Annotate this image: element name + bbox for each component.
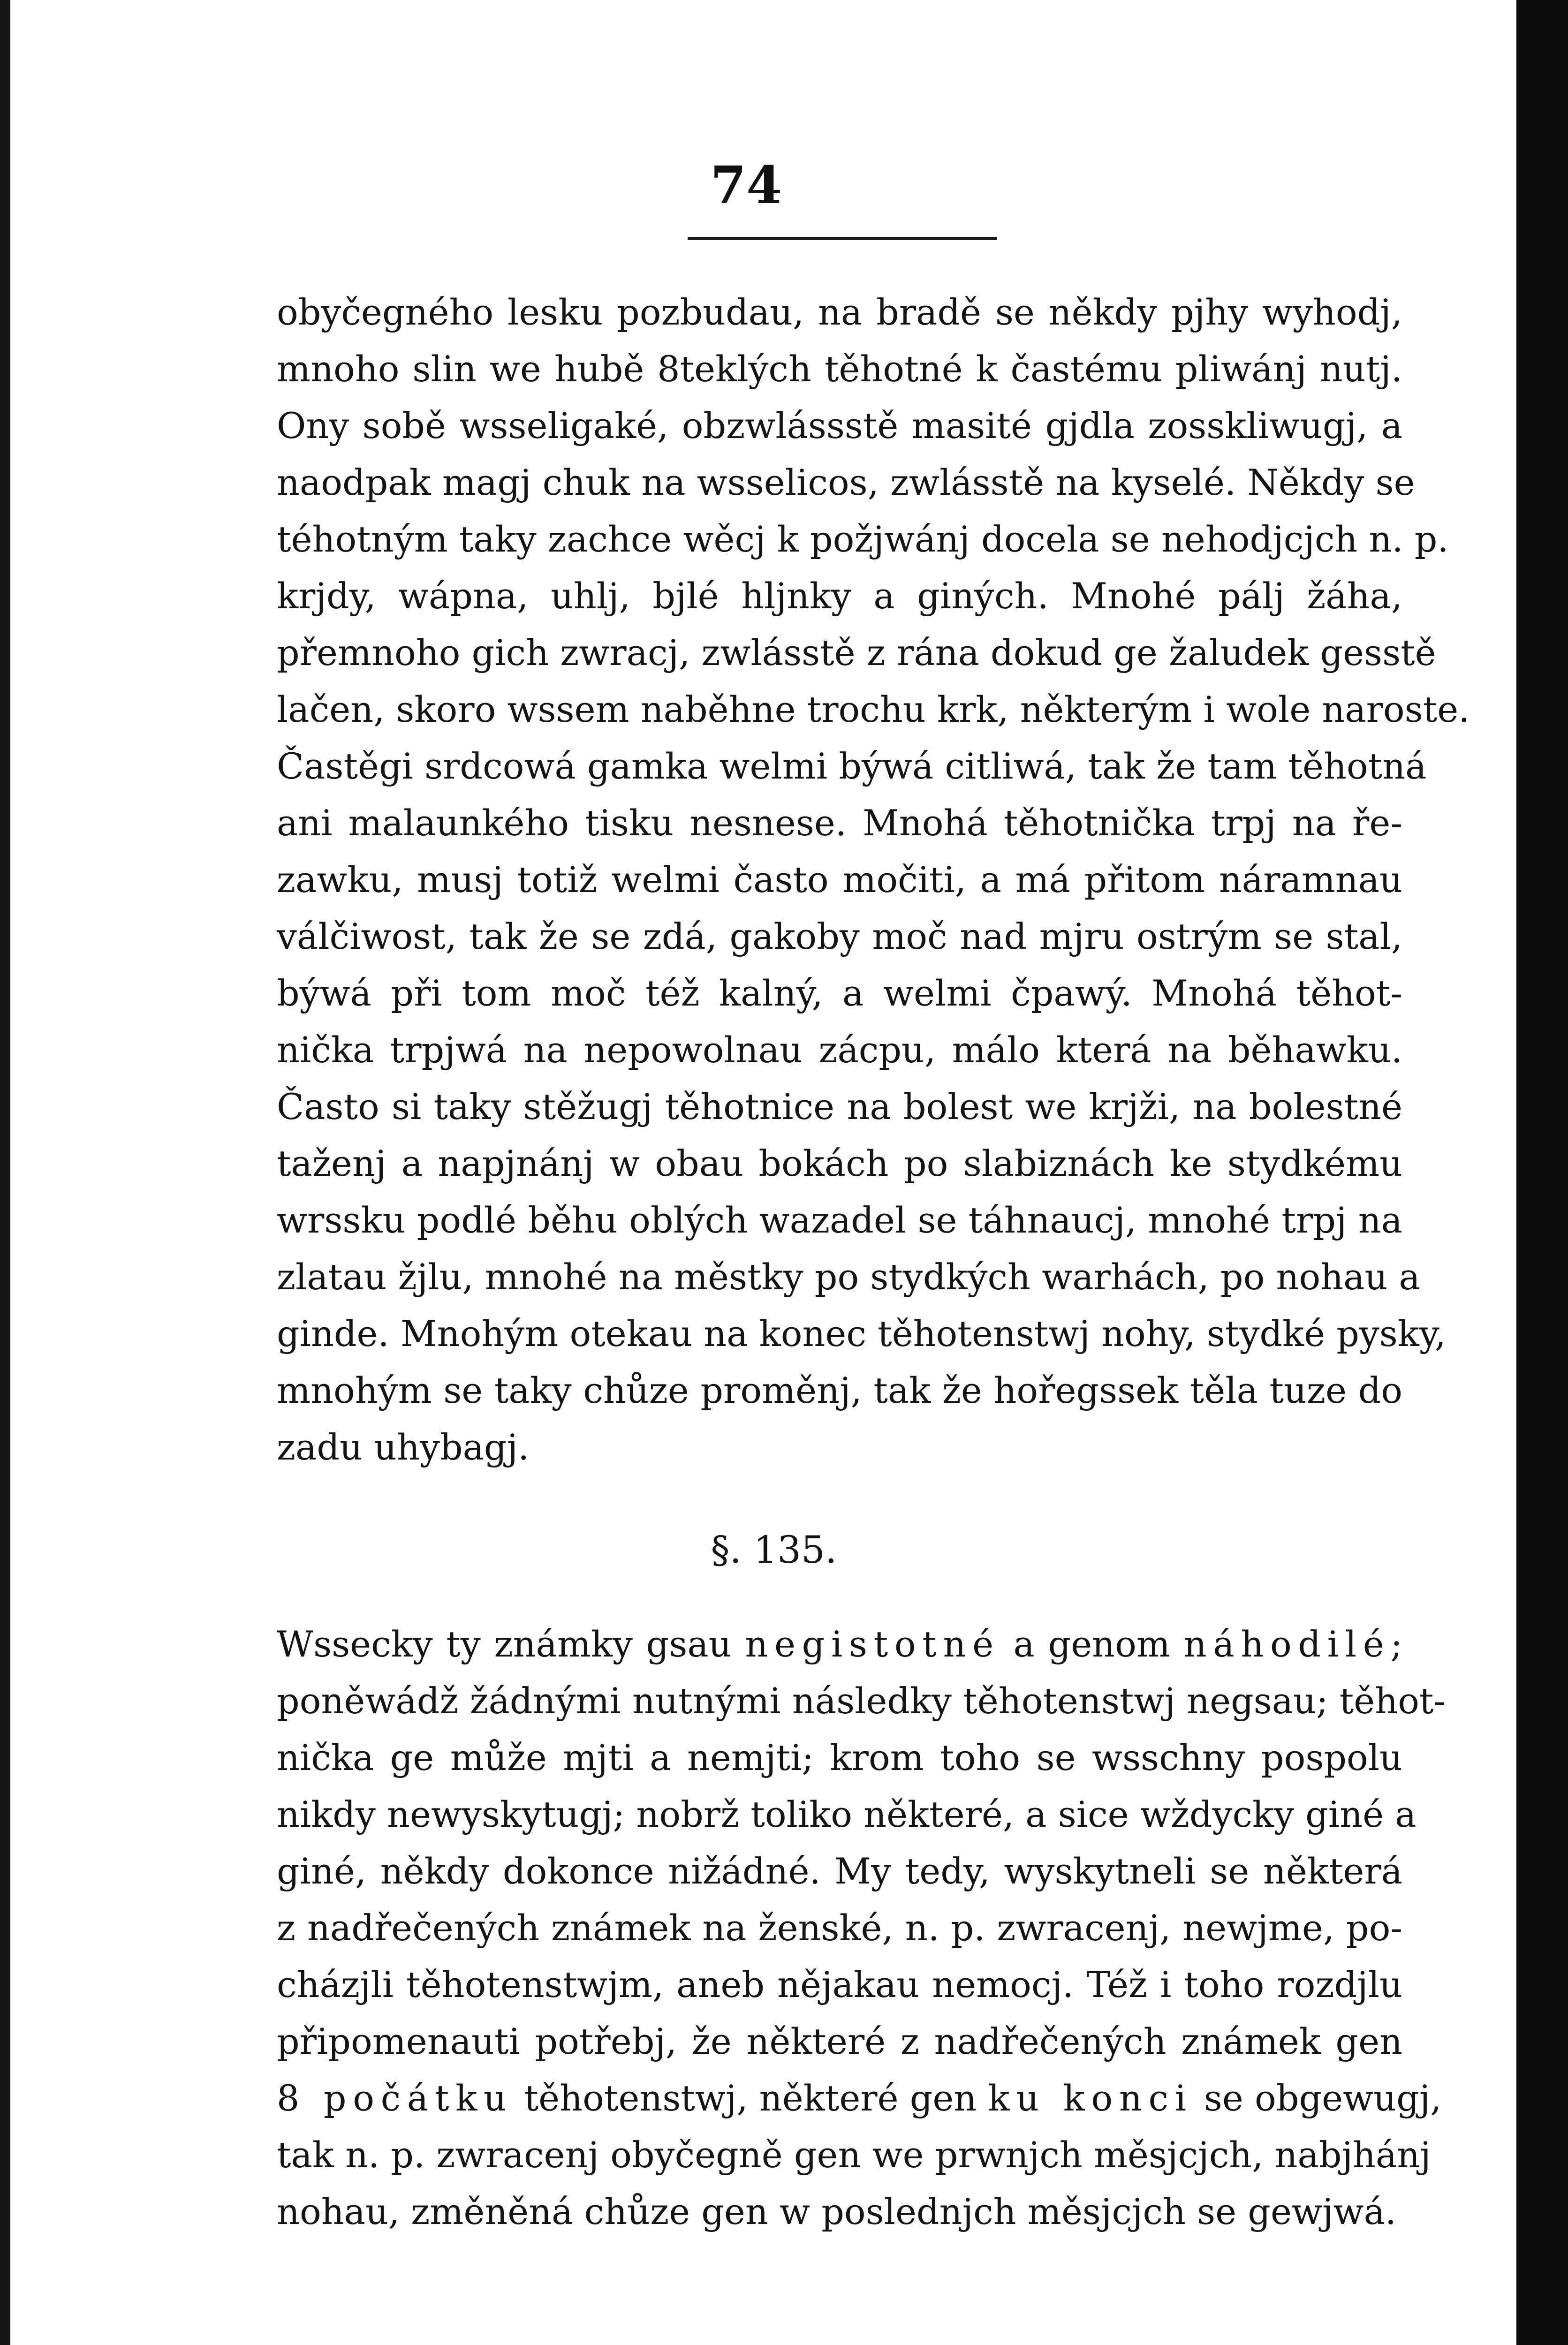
text-line: připomenauti potřebj, že některé z nadřečených známek gen bbox=[277, 2020, 1402, 2062]
header-rule bbox=[688, 237, 997, 240]
text-line: cházjli těhotenstwjm, aneb nějakau nemocj. Též i toho rozdjlu bbox=[277, 1964, 1402, 2005]
emphasis-text: 8 počátku bbox=[277, 2077, 513, 2119]
text-line: zlatau žjlu, mnohé na městky po stydkých warhách, po nohau a bbox=[277, 1256, 1420, 1298]
text-line: zadu uhybagj. bbox=[277, 1426, 530, 1468]
text-line: přemnoho gich zwracj, zwlásstě z rána dokud ge žaludek gesstě bbox=[277, 632, 1436, 673]
text-line: nička trpjwá na nepowolnau zácpu, málo která na běhawku. bbox=[277, 1029, 1402, 1071]
emphasis-text: ku konci bbox=[988, 2077, 1193, 2119]
text-run: se obgewugj, bbox=[1204, 2077, 1442, 2119]
text-line: naodpak magj chuk na wsselicos, zwlásstě na kyselé. Někdy se bbox=[277, 461, 1415, 503]
text-line: zawku, musj totiž welmi často močiti, a má přitom náramnau bbox=[277, 859, 1402, 900]
text-line: taženj a napjnánj w obau bokách po slabiznách ke stydkému bbox=[277, 1142, 1402, 1184]
text-line: krjdy, wápna, uhlj, bjlé hljnky a giných. Mnohé pálj žáha, bbox=[277, 575, 1402, 617]
text-line: ginde. Mnohým otekau na konec těhotenstwj nohy, stydké pysky, bbox=[277, 1313, 1446, 1354]
text-line: giné, někdy dokonce nižádné. My tedy, wyskytneli se některá bbox=[277, 1850, 1402, 1892]
paragraph-2 bbox=[277, 1616, 1446, 2240]
text-run: Wssecky ty známky gsau bbox=[277, 1623, 732, 1665]
scan-left-edge bbox=[0, 0, 10, 2345]
text-line: tak n. p. zwracenj obyčegně gen we prwnjch měsjcjch, nabjhánj bbox=[277, 2134, 1431, 2176]
paragraph-1 bbox=[277, 284, 1470, 1475]
text-line: poněwádž žádnými nutnými následky těhotenstwj negsau; těhot- bbox=[277, 1680, 1446, 1722]
text-line: býwá při tom moč též kalný, a welmi čpawý. Mnohá těhot- bbox=[277, 972, 1402, 1014]
text-line: Často si taky stěžugj těhotnice na bolest we krjži, na bolestné bbox=[277, 1086, 1402, 1127]
text-line bbox=[277, 2070, 1442, 2126]
text-line: Častěgi srdcowá gamka welmi býwá citliwá, tak že tam těhotná bbox=[277, 745, 1427, 787]
text-line: válčiwost, tak že se zdá, gakoby moč nad mjru ostrým se stal, bbox=[277, 915, 1402, 957]
text-line: Ony sobě wsseligaké, obzwlássstě masité gjdla zosskliwugj, a bbox=[277, 405, 1402, 446]
text-line: mnoho slin we hubě 8teklých těhotné k častému pliwánj nutj. bbox=[277, 348, 1402, 390]
text-run: ; bbox=[1390, 1623, 1402, 1665]
text-line: ani malaunkého tisku nesnese. Mnohá těhotnička trpj na ře- bbox=[277, 802, 1402, 844]
text-run: a genom bbox=[1013, 1623, 1170, 1665]
text-line: nikdy newyskytugj; nobrž toliko některé, a sice wždycky giné a bbox=[277, 1793, 1417, 1835]
text-run: těhotenstwj, některé gen bbox=[524, 2077, 977, 2119]
text-line: mnohým se taky chůze proměnj, tak že hořegssek těla tuze do bbox=[277, 1369, 1402, 1411]
text-line: z nadřečených známek na ženské, n. p. zwracenj, newjme, po- bbox=[277, 1907, 1402, 1949]
emphasis-text: náhodilé bbox=[1183, 1623, 1391, 1665]
page-number: 74 bbox=[710, 155, 782, 215]
text-line: lačen, skoro wssem naběhne trochu krk, některým i wole naroste. bbox=[277, 688, 1470, 730]
text-line: nička ge může mjti a nemjti; krom toho se wsschny pospolu bbox=[277, 1737, 1402, 1778]
text-line: obyčegného lesku pozbudau, na bradě se někdy pjhy wyhodj, bbox=[277, 291, 1402, 333]
text-line: nohau, změněná chůze gen w poslednjch měsjcjch se gewjwá. bbox=[277, 2191, 1397, 2232]
text-line: téhotným taky zachce wěcj k požjwánj docela se nehodjcjch n. p. bbox=[277, 518, 1449, 560]
scan-right-edge bbox=[1516, 0, 1568, 2345]
emphasis-text: negistotné bbox=[745, 1623, 1000, 1665]
section-heading: §. 135. bbox=[711, 1528, 837, 1572]
text-line: wrssku podlé běhu oblých wazadel se táhnaucj, mnohé trpj na bbox=[277, 1199, 1402, 1241]
text-line bbox=[277, 1616, 1402, 1672]
